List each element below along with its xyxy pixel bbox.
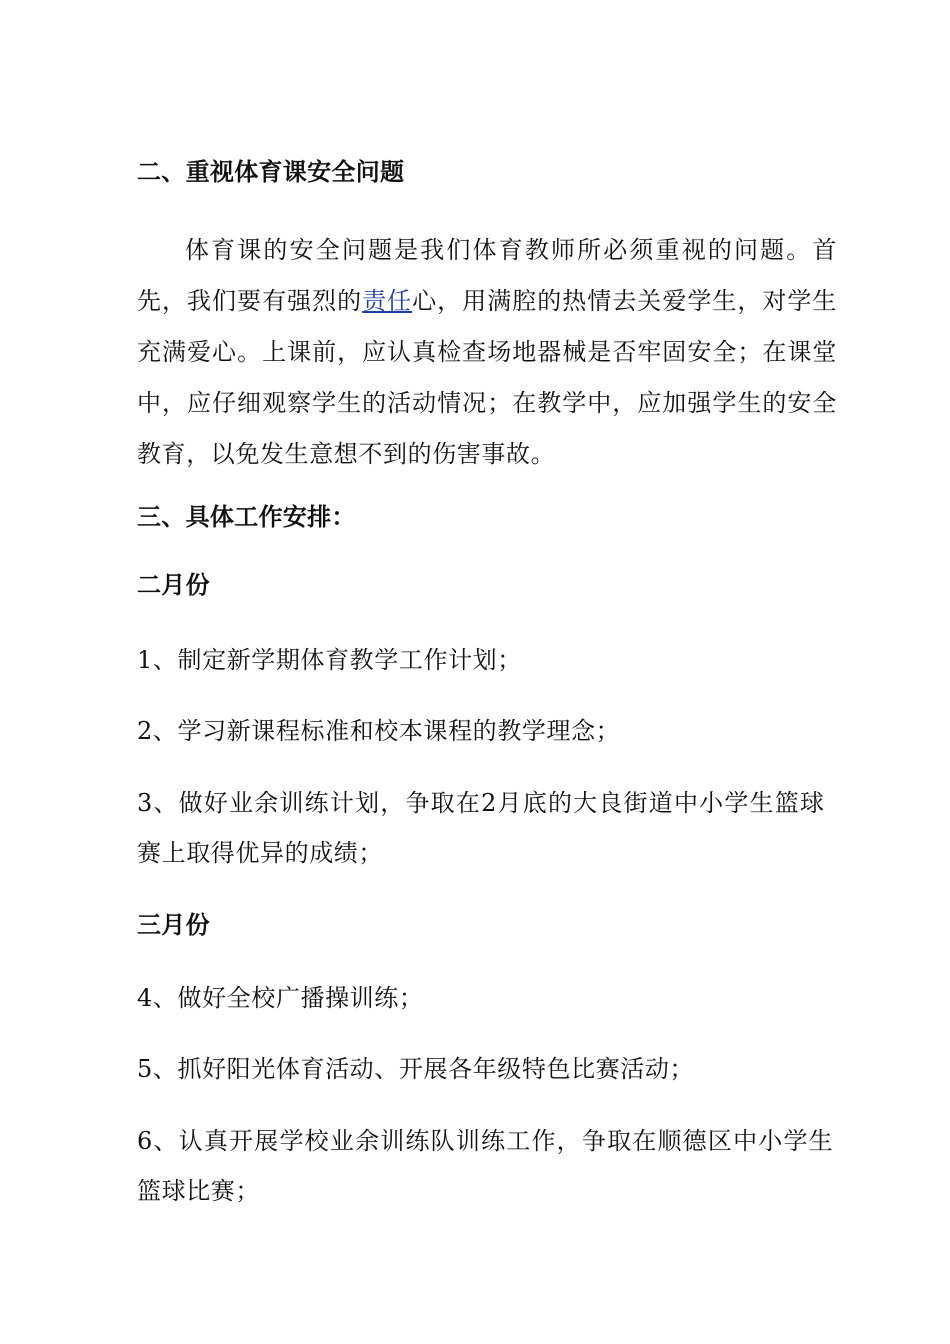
paragraph-line: 充满爱心。上课前，应认真检查场地器械是否牢固安全；在课堂 <box>137 338 837 366</box>
responsibility-link[interactable]: 责任 <box>362 287 413 315</box>
paragraph-line: 教育，以免发生意想不到的伤害事故。 <box>137 440 556 468</box>
month-heading-february: 二月份 <box>137 571 210 599</box>
section-heading-safety: 二、重视体育课安全问题 <box>137 158 405 186</box>
list-item-continuation: 赛上取得优异的成绩； <box>137 839 383 867</box>
list-item: 4、做好全校广播操训练； <box>137 984 424 1012</box>
list-item: 3、做好业余训练计划，争取在2月底的大良街道中小学生篮球 <box>137 789 826 817</box>
list-item: 5、抓好阳光体育活动、开展各年级特色比赛活动； <box>137 1055 695 1083</box>
list-item-continuation: 篮球比赛； <box>137 1177 260 1205</box>
month-heading-march: 三月份 <box>137 911 210 939</box>
list-item: 1、制定新学期体育教学工作计划； <box>137 646 522 674</box>
safety-paragraph <box>137 225 837 480</box>
list-item: 2、学习新课程标准和校本课程的教学理念； <box>137 717 621 745</box>
paragraph-line: 中，应仔细观察学生的活动情况；在教学中，应加强学生的安全 <box>137 389 837 417</box>
paragraph-line: 体育课的安全问题是我们体育教师所必须重视的问题。首 <box>185 236 837 264</box>
list-item: 6、认真开展学校业余训练队训练工作，争取在顺德区中小学生 <box>137 1127 834 1155</box>
paragraph-line: 先，我们要有强烈的责任心，用满腔的热情去关爱学生，对学生 <box>137 287 838 315</box>
section-heading-work-plan: 三、具体工作安排： <box>137 503 356 531</box>
